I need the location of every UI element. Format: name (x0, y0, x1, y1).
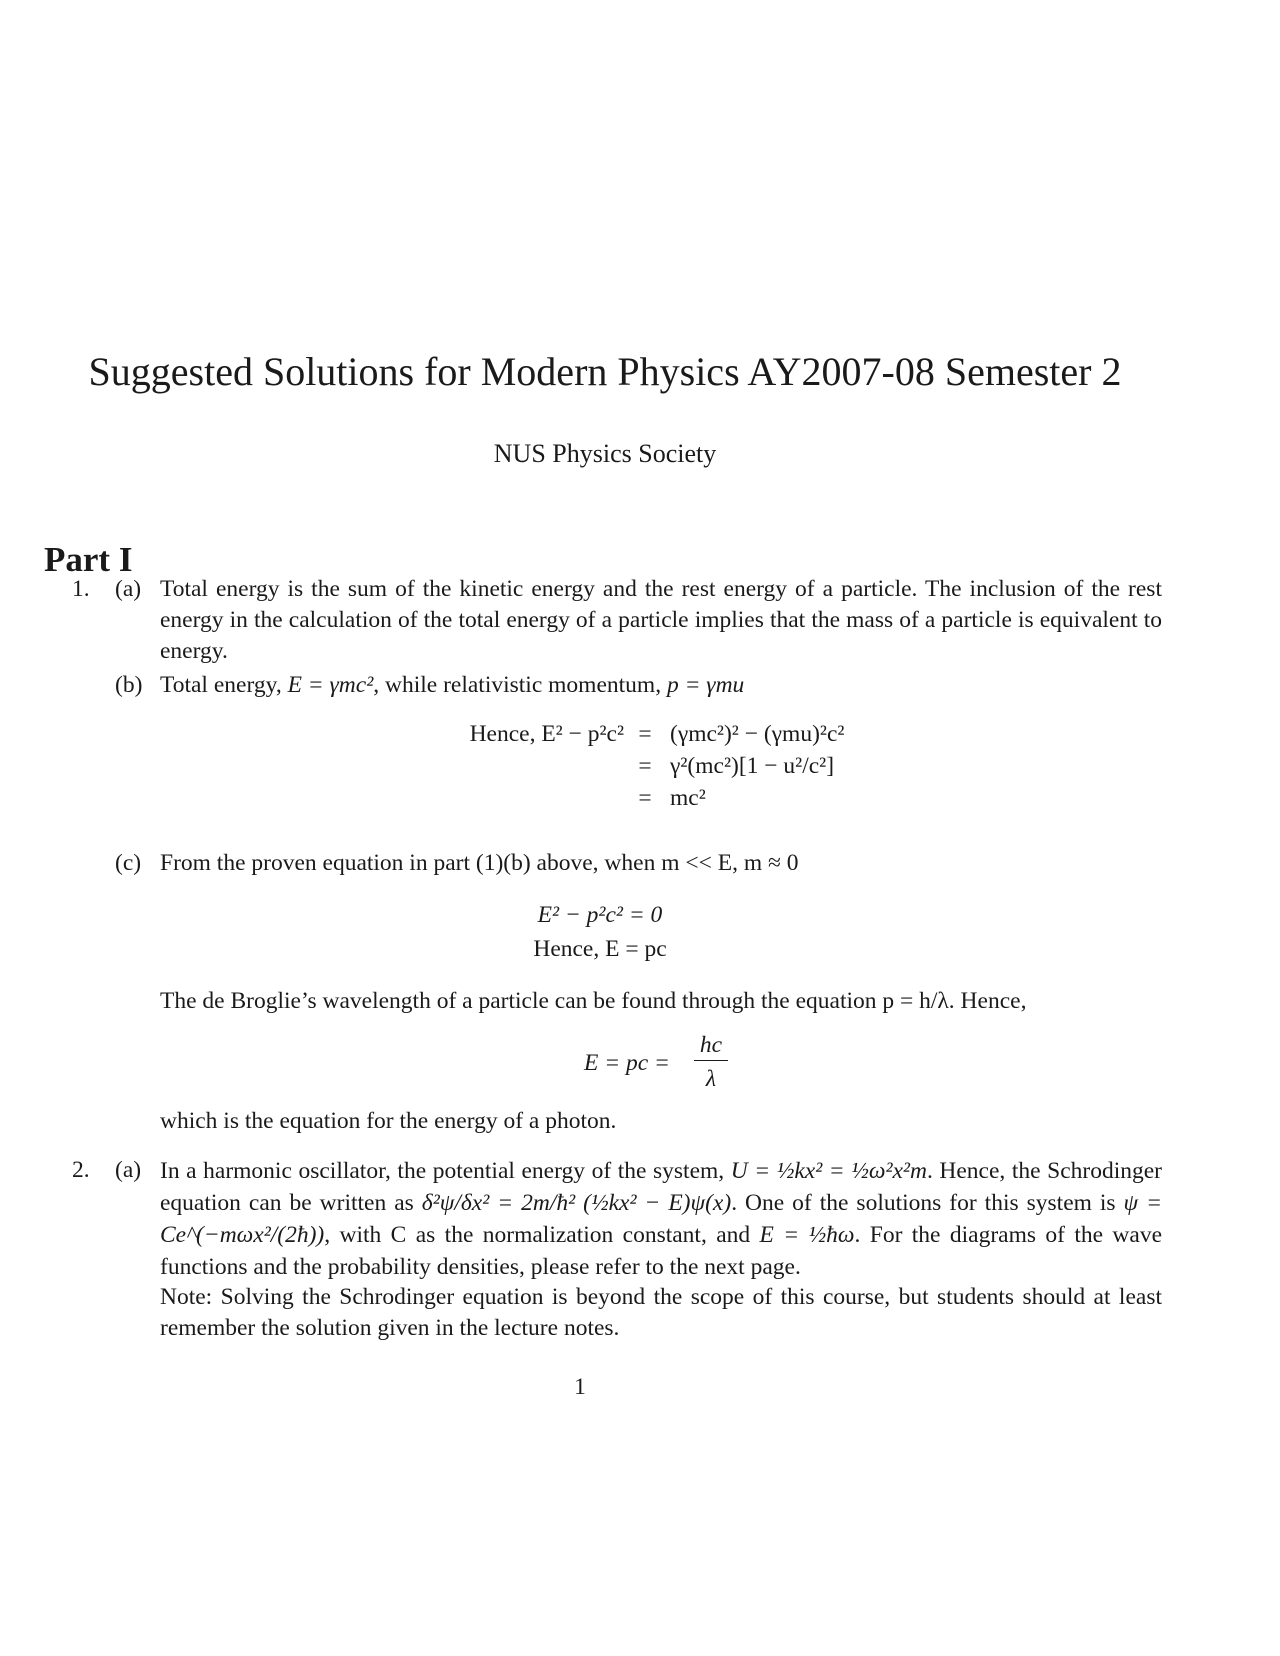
q1c-intro: From the proven equation in part (1)(b) above, when m << E, m ≈ 0 (160, 850, 799, 876)
q1c-label: (c) (115, 850, 142, 876)
derivation-line: (γmc²)² − (γmu)²c² (670, 721, 845, 747)
q1a-label: (a) (115, 576, 142, 602)
q1b-momentum-formula: p = γmu (666, 672, 745, 698)
q1b-energy-formula: E = γmc² (287, 672, 374, 698)
q1b-connector: , while relativistic momentum, (373, 672, 662, 698)
potential-formula: U = ½kx² = ½ω²x²m (730, 1158, 927, 1184)
q1c-eq1: E² − p²c² = 0 (537, 902, 663, 928)
page-number: 1 (574, 1374, 586, 1400)
photon-eq-numerator: hc (694, 1030, 728, 1061)
energy-formula: E = ½ħω (759, 1222, 855, 1248)
solution-intro: . One of the solutions for this system is (731, 1190, 1116, 1216)
derivation-lhs: Hence, E² − p²c² (469, 721, 624, 747)
q2a-intro: In a harmonic oscillator, the potential energy of the system, (160, 1158, 725, 1184)
q2a-note: Note: Solving the Schrodinger equation is beyond the scope of this course, but students should at least remember the solution given in the lecture notes. (160, 1284, 1162, 1341)
part-heading: Part I (44, 540, 133, 579)
eq-sign: = (638, 785, 652, 811)
eq-sign: = (638, 721, 652, 747)
document-title: Suggested Solutions for Modern Physics AY2007-08 Semester 2 (88, 349, 1122, 394)
diagram-text: . For the diagrams of the wave functions and the probability densities, please refer to the next page. (160, 1222, 1163, 1280)
photon-eq-denominator: λ (705, 1066, 717, 1092)
q1b-intro: Total energy, (160, 672, 282, 698)
schrodinger-formula: δ²ψ/δx² = 2m/ħ² (½kx² − E)ψ(x) (421, 1190, 732, 1216)
photon-eq-lhs: E = pc = (584, 1050, 670, 1076)
constant-text: , with C as the normalization constant, and (324, 1222, 751, 1248)
q1c-eq2: Hence, E = pc (533, 936, 667, 962)
q2a-answer (160, 1155, 1162, 1283)
q1b-answer (160, 670, 1162, 701)
derivation-line: γ²(mc²)[1 − u²/c²] (670, 753, 835, 779)
document-author: NUS Physics Society (493, 439, 717, 468)
question-number-1: 1. (72, 576, 90, 602)
q1c-conclusion: which is the equation for the energy of a photon. (160, 1108, 617, 1134)
schrodinger-intro: . Hence, the Schrodinger equation can be written as (160, 1158, 1162, 1216)
derivation-line: mc² (670, 785, 706, 811)
eq-sign: = (638, 753, 652, 779)
q1b-label: (b) (115, 672, 143, 698)
question-number-2: 2. (72, 1157, 90, 1183)
q1c-debroglie: The de Broglie’s wavelength of a particle can be found through the equation p = h/λ. Hence, (160, 988, 1027, 1014)
q1a-answer: Total energy is the sum of the kinetic energy and the rest energy of a particle. The inclusion of the rest energy in the calculation of the total energy of a particle implies that the mass of a particle is equivalent to energy. (160, 576, 1162, 664)
solution-formula: ψ = Ce^(−mωx²/(2ħ)) (160, 1190, 1162, 1248)
q2a-label: (a) (115, 1157, 142, 1183)
